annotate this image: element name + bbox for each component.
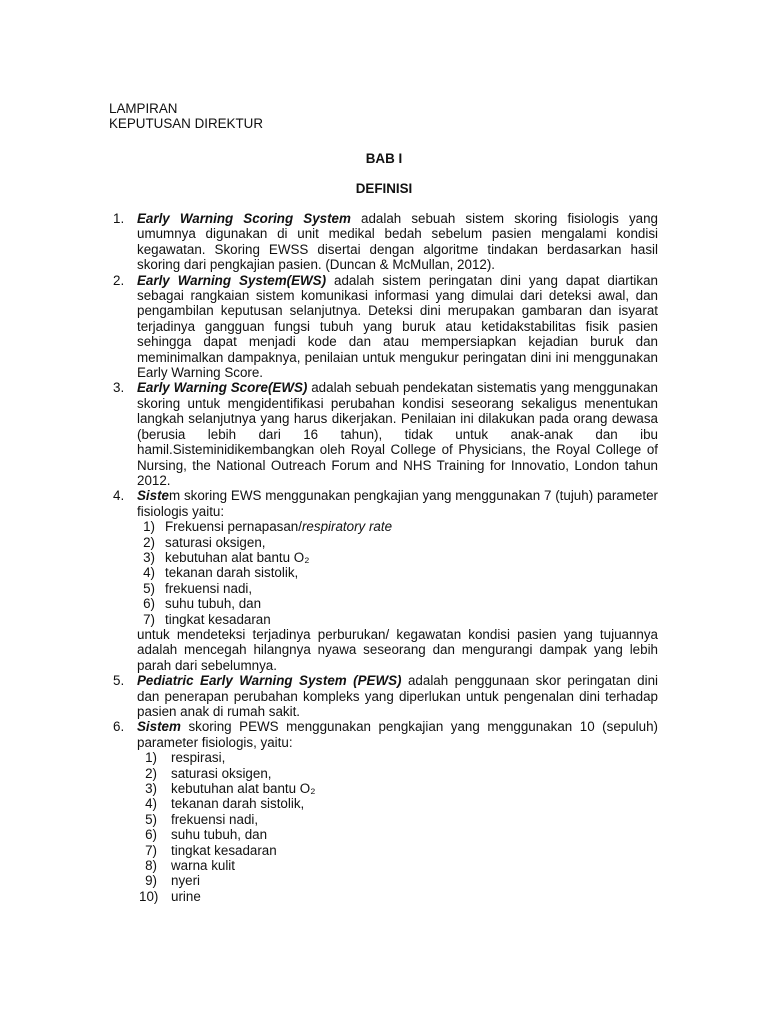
document-header <box>109 101 263 132</box>
item-text <box>137 380 658 488</box>
header-lampiran: LAMPIRAN <box>109 101 178 116</box>
chapter-title: BAB I <box>365 151 403 166</box>
item-number: 1. <box>113 211 125 226</box>
parameter-item <box>137 766 658 781</box>
parameter-item <box>137 550 658 565</box>
parameter-text: nyeri <box>171 873 201 889</box>
parameter-number: 2) <box>143 534 155 550</box>
definition-term: Siste <box>137 488 170 504</box>
parameter-number: 6) <box>143 596 155 612</box>
parameter-item <box>137 812 658 827</box>
parameter-item <box>137 889 658 904</box>
parameter-list <box>137 750 658 904</box>
item-number: 2. <box>113 272 125 288</box>
parameter-number: 1) <box>143 519 155 535</box>
parameter-item <box>137 796 658 811</box>
parameter-item <box>137 827 658 842</box>
definition-body: adalah sebuah pendekatan sistematis yang menggunakan skoring untuk mengidentifikasi perubahan kondisi seseorang sekaligus menentukan langkah selanjutnya yang harus dikerjakan. Penilaian ini dilakukan pada orang dewasa (berusia lebih dari 16 tahun), tidak untuk anak-anak dan ibu hamil.Sisteminidikembangkan oleh Royal College of Physicians, the Royal College of Nursing, the National Outreach Forum and NHS Training for Innovatio, London tahun 2012. <box>137 380 658 488</box>
parameter-text: saturasi oksigen, <box>165 534 266 550</box>
parameter-number: 3) <box>143 549 155 565</box>
parameter-number: 4) <box>145 796 157 812</box>
definition-term: Early Warning Scoring System <box>137 211 351 226</box>
parameter-number: 8) <box>145 858 157 874</box>
definition-term: Early Warning Score(EWS) <box>137 380 308 396</box>
item-text <box>137 488 658 519</box>
parameter-item <box>137 843 658 858</box>
parameter-text: suhu tubuh, dan <box>171 827 268 843</box>
parameter-italic-text: respiratory rate <box>301 519 393 535</box>
parameter-item <box>137 519 658 534</box>
definition-item-3 <box>109 380 658 488</box>
definition-body: adalah sistem peringatan dini yang dapat diartikan sebagai rangkaian sistem komunikasi informasi yang dimulai dari deteksi awal, dan pengambilan keputusan selanjutnya. Deteksi dini merupakan gambaran dan isyarat terjadinya gangguan fungsi tubuh yang buruk atau ketidakstabilitas fisik pasien sehingga dapat menjadi kode dan atau mempersiapkan kejadian buruk dan meminimalkan dampaknya, penilaian untuk mengukur peringatan dini ini menggunakan Early Warning Score. <box>137 272 658 381</box>
definition-body: m skoring EWS menggunakan pengkajian yang menggunakan 7 (tujuh) parameter fisiologis yaitu: <box>137 488 658 519</box>
parameter-number: 5) <box>145 811 157 827</box>
parameter-number: 2) <box>145 765 157 781</box>
definition-body: adalah penggunaan skor peringatan dini dan penerapan perubahan kompleks yang diperlukan untuk pengenalan dini terhadap pasien anak di rumah sakit. <box>137 673 658 719</box>
parameter-text: kebutuhan alat bantu O₂ <box>171 781 316 797</box>
parameter-text: frekuensi nadi, <box>171 811 259 827</box>
parameter-item <box>137 873 658 888</box>
definition-term: Sistem <box>137 719 181 735</box>
item-text <box>137 211 658 273</box>
definition-item-2 <box>109 273 658 381</box>
definition-item-6 <box>109 719 658 904</box>
parameter-number: 7) <box>145 842 157 858</box>
parameter-item <box>137 612 658 627</box>
parameter-text: Frekuensi pernapasan/ <box>165 519 302 535</box>
item-closing-paragraph: untuk mendeteksi terjadinya perburukan/ kegawatan kondisi pasien yang tujuannya adalah mencegah hilangnya nyawa seseorang dan mengurangi dampak yang lebih parah dari sebelumnya. <box>137 626 658 673</box>
parameter-text: tingkat kesadaran <box>165 611 271 627</box>
header-keputusan-direktur: KEPUTUSAN DIREKTUR <box>109 116 264 132</box>
item-number: 4. <box>113 488 125 504</box>
parameter-item <box>137 750 658 765</box>
parameter-number: 1) <box>145 750 157 766</box>
section-title: DEFINISI <box>355 181 413 196</box>
parameter-text: saturasi oksigen, <box>171 765 272 781</box>
parameter-list <box>137 519 658 627</box>
item-text <box>137 719 658 750</box>
parameter-number: 3) <box>145 781 157 797</box>
item-text <box>137 673 658 719</box>
parameter-number: 4) <box>143 565 155 581</box>
parameter-text: tekanan darah sistolik, <box>165 565 299 581</box>
parameter-text: frekuensi nadi, <box>165 580 253 596</box>
parameter-number: 7) <box>143 611 155 627</box>
definition-list <box>109 211 658 904</box>
definition-body: adalah sebuah sistem skoring fisiologis yang umumnya digunakan di unit medikal bedah sebelum pasien mengalami kondisi kegawatan. Skoring EWSS disertai dengan algoritme tindakan berdasarkan hasil skoring dari pengkajian pasien. (Duncan & McMullan, 2012). <box>137 211 658 273</box>
parameter-text: warna kulit <box>171 858 236 874</box>
parameter-item <box>137 596 658 611</box>
parameter-number: 6) <box>145 827 157 843</box>
parameter-text: tingkat kesadaran <box>171 842 277 858</box>
definition-item-1 <box>109 211 658 273</box>
definition-item-5 <box>109 673 658 719</box>
item-text <box>137 273 658 381</box>
parameter-text: urine <box>171 888 201 904</box>
parameter-text: respirasi, <box>171 750 226 766</box>
parameter-number: 9) <box>145 873 157 889</box>
item-number: 3. <box>113 380 125 396</box>
item-number: 5. <box>113 673 125 689</box>
definition-term: Pediatric Early Warning System (PEWS) <box>137 673 402 689</box>
parameter-text: suhu tubuh, dan <box>165 596 262 612</box>
parameter-text: tekanan darah sistolik, <box>171 796 305 812</box>
definition-term: Early Warning System(EWS) <box>137 272 327 288</box>
definition-item-4 <box>109 488 658 673</box>
parameter-item <box>137 858 658 873</box>
item-number: 6. <box>113 719 125 735</box>
parameter-item <box>137 781 658 796</box>
parameter-item <box>137 535 658 550</box>
parameter-item <box>137 581 658 596</box>
parameter-number: 5) <box>143 580 155 596</box>
parameter-item <box>137 565 658 580</box>
parameter-text: kebutuhan alat bantu O₂ <box>165 549 310 565</box>
parameter-number: 10) <box>139 888 159 904</box>
definition-body: skoring PEWS menggunakan pengkajian yang menggunakan 10 (sepuluh) parameter fisiologis, yaitu: <box>137 719 658 750</box>
